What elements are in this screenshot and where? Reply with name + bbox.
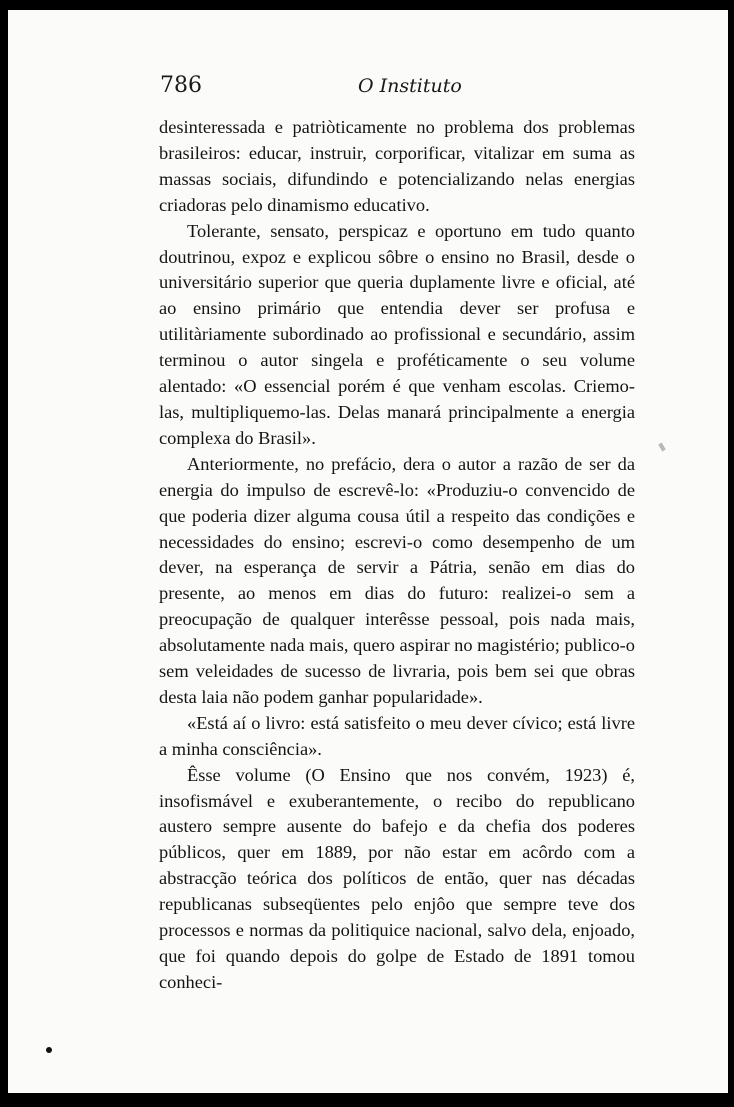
page-number: 786 bbox=[160, 73, 202, 98]
body-text bbox=[159, 115, 635, 996]
paragraph-esse-volume: Êsse volume (O Ensino que nos convém, 1923) é, insofismável e exuberantemente, o recibo do republicano austero sempre ausente do bafejo e da chefia dos poderes públicos, quer em 1889, por não estar em acôrdo com a abstracção teórica dos políticos de então, quer nas décadas republicanas subseqüentes pelo enjôo que sempre teve dos processos e normas da politiquice nacional, salvo dela, enjoado, que foi quando depois do golpe de Estado de 1891 tomou conheci- bbox=[159, 764, 635, 992]
paragraph-anteriormente: Anteriormente, no prefácio, dera o autor a razão de ser da energia do impulso de escrevê-lo: «Produziu-o convencido de que poderia dizer alguma cousa útil a respeito das condições e necessidades do ensino; escrevi-o como desempenho de um dever, na esperança de servir a Pátria, senão em dias do presente, ao menos em dias do futuro: realizei-o sem a preocupação de qualquer interêsse pessoal, pois nada mais, absolutamente nada mais, quero aspirar no magistério; publico-o sem veleidades de sucesso de livraria, pois bem sei que obras desta laia não podem ganhar popularidade». bbox=[159, 453, 635, 707]
paragraph-tolerante: Tolerante, sensato, perspicaz e oportuno em tudo quanto doutrinou, expoz e explicou sôbre o ensino no Brasil, desde o universitário superior que queria duplamente livre e oficial, até ao ensino primário que entendia dever ser profusa e utilitàriamente subordinado ao profissional e secundário, assim terminou o autor singela e proféticamente o seu volume alentado: «O essencial porém é que venham escolas. Criemo-las, multipliquemo-las. Delas manará principalmente a energia complexa do Brasil». bbox=[159, 220, 635, 448]
running-title: O Instituto bbox=[358, 75, 462, 97]
ink-dot bbox=[46, 1047, 52, 1053]
page-header bbox=[160, 73, 634, 109]
book-page bbox=[8, 10, 728, 1093]
paragraph-continuation: desinteressada e patriòticamente no problema dos problemas brasileiros: educar, instruir, corporificar, vitalizar em suma as massas sociais, difundindo e potencializando nelas energias criadoras pelo dinamismo educativo. bbox=[159, 117, 635, 215]
scan-mark bbox=[658, 443, 665, 452]
paragraph-esta-ai: «Está aí o livro: está satisfeito o meu dever cívico; está livre a minha consciência». bbox=[159, 712, 635, 759]
